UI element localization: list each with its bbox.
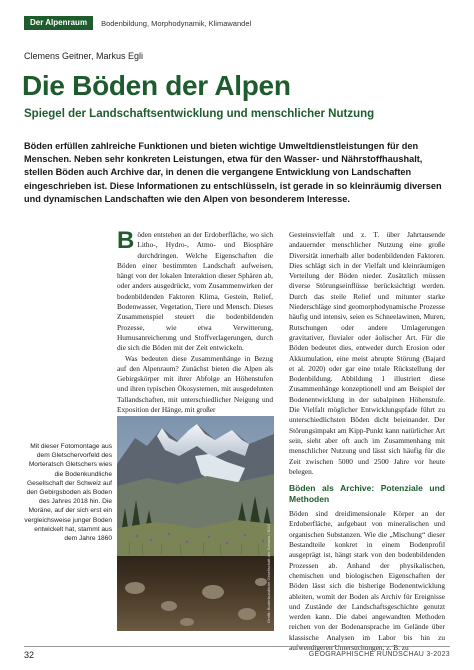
drop-cap: B xyxy=(117,227,135,254)
authors: Clemens Geitner, Markus Egli xyxy=(24,51,144,61)
lead-paragraph: Böden erfüllen zahlreiche Funktionen und bieten wichtige Umweltdienstleistungen für den Menschen. Neben sehr konkreten Leistungen, etwa für den Wasser- und Nährstoffhaushalt, stellen Böden auch Archive dar, in denen die vergangene Entwicklung von Landschaften eingeschrieben ist. Diese Informationen zu entschlüsseln, ist gerade in so kleinräumig diversen und dynamischen Landschaften wie den Alpen von besonderem Interesse. xyxy=(24,141,442,204)
photo-credit: Grafik: Bodenkundliche Gesellschaft der Schweiz / BGS xyxy=(266,523,271,623)
running-header xyxy=(24,16,251,30)
body-paragraph xyxy=(117,227,273,354)
article-title: Die Böden der Alpen xyxy=(22,70,291,101)
photo-montage-illustration xyxy=(117,416,274,631)
body-text: öden entstehen an der Erdoberfläche, wo sich Litho-, Hydro-, Atmo- und Biosphäre durchdringen. Welche Eigenschaften die Böden einer bestimmten Landschaft aufweisen, hängt von der lokalen Interaktion dieser Sphären ab, oder anders ausgedrückt, vom Zusammenwirken der bodenbildenden Faktoren Klima, Gestein, Relief, Bodenwasser, Vegetation, Tiere und Mensch. Dieses Zusammenspiel steuert die bodenbildenden Prozesse, wie etwa Verwitterung, Humusanreicherung und Stoffverlagerungen, durch die sich die Böden mit der Zeit entwickeln. xyxy=(117,230,273,353)
section-heading: Böden als Archive: Potenziale und Methoden xyxy=(289,483,445,505)
topic-keywords: Bodenbildung, Morphodynamik, Klimawandel xyxy=(101,18,252,28)
body-paragraph: Gesteinsvielfalt und z. T. über Jahrtausende andauernder menschlicher Nutzung eine große Diversität innerhalb aller bodenbildenden Faktoren. Dies schlägt sich in der Vielfalt und kleinräumigen Verteilung der Böden nieder. Zusätzlich müssen diverse Störungseinflüsse berücksichtigt werden. Durch das steile Relief und mitunter starke Niederschläge sind geomorphodynamische Prozesse häufig und intensiv, seien es Schneelawinen, Muren, Rutschungen oder andere Umlagerungen gravitativer, fluvialer oder äolischer Art. Für die Böden bedeutet dies, entweder durch Erosion oder Akkumulation, eine meist abrupte Störung (Bajard et al. 2020) oder gar eine totale Rückstellung der Bodenbildung. Abbildung 1 illustriert diese Zusammenhänge konzeptionell und am Beispiel der Bodenentwicklung in der subalpinen Höhenstufe. Die Vielfalt möglicher Entwicklungspfade führt zu unterschiedlichsten Böden dicht beieinander. Der Störungsimpakt am Kipp-Punkt kann natürlicher Art sein, sieht aber oft auch im Zusammenhang mit menschlicher Nutzung und lässt sich häufig für die Zeit zwischen 5000 und 2500 Jahre vor heute belegen. xyxy=(289,230,445,476)
figure-caption: Mit dieser Fotomontage aus dem Gletschervorfeld des Morteratsch Gletschers wies die Bodenkundliche Gesellschaft der Schweiz auf den Gebirgsboden als Boden des Jahres 2018 hin. Die Moräne, auf der sich erst ein vergleichsweise junger Boden entwickelt hat, stammt aus dem Jahre 1860 xyxy=(24,443,112,543)
body-paragraph: Was bedeuten diese Zusammenhänge in Bezug auf den Alpenraum? Zunächst bieten die Alpen als Gebirgskörper mit ihrer Abfolge an Höhenstufen und ihren typischen Ökosystemen, mit ausgedehnten Tallandschaften, mit unterschiedlicher Neigung und Exposition der Hänge, mit großer xyxy=(117,353,273,415)
glacier-soil-photo xyxy=(117,416,274,631)
body-column-right xyxy=(289,230,445,653)
section-tag: Der Alpenraum xyxy=(24,16,93,30)
body-paragraph: Böden sind dreidimensionale Körper an der Erdoberfläche, aufgebaut von mineralischen und organischen Substanzen. Wie die „Mischung“ dieser Bestandteile konkret in einem Bodenprofil ausgeprägt ist, hängt stark von den bodenbildenden Prozessen ab. Anhand der physikalischen, chemischen und biologischen Eigenschaften der Böden lässt sich die bisherige Bodenentwicklung ableiten, womit der Boden als Archiv für Ereignisse und Zustände der Landschaftsgeschichte genutzt werden kann. Die dabei angewandten Methoden reichen von der Bodenansprache im Gelände über klassische Analysen im Labor bis hin zu aufwendigeren Untersuchungen, z. B. zu xyxy=(289,509,445,652)
footer-divider xyxy=(24,646,450,647)
page-number: 32 xyxy=(24,650,35,660)
body-column-middle xyxy=(117,227,273,415)
journal-name: GEOGRAPHISCHE RUNDSCHAU 3-2023 xyxy=(308,651,450,658)
article-subtitle: Spiegel der Landschaftsentwicklung und menschlicher Nutzung xyxy=(24,108,375,120)
